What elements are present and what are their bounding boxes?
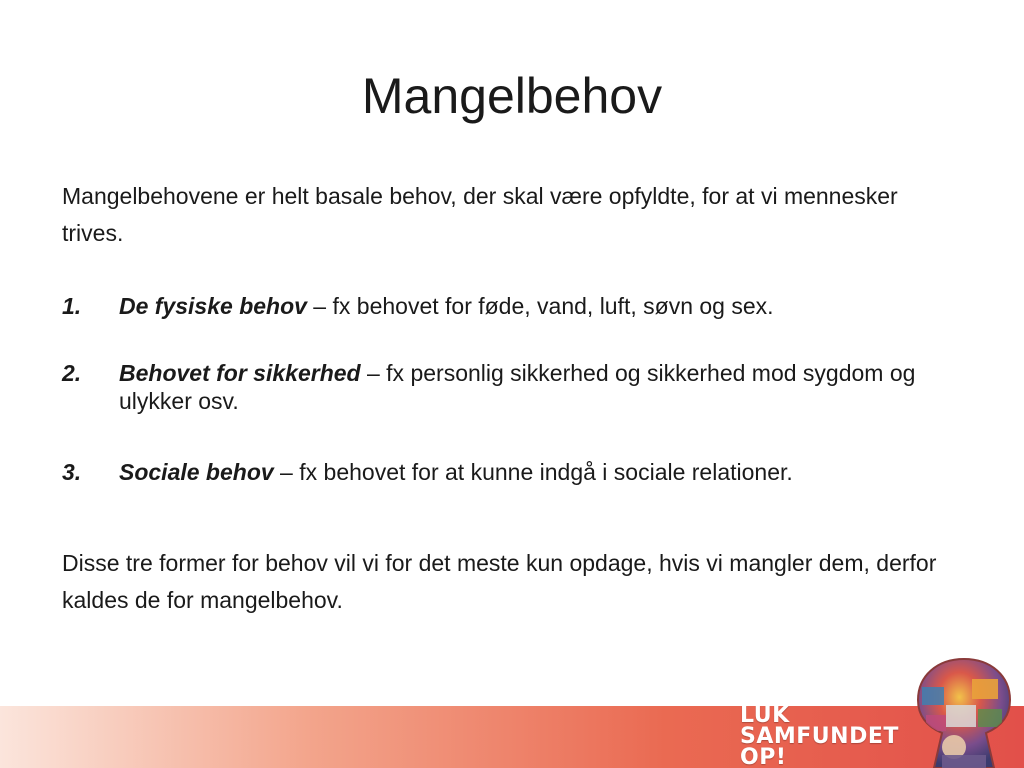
list-description: – fx personlig sikkerhed og sikkerhed mod sygdom og ulykker osv.	[119, 360, 916, 414]
list-item	[62, 359, 962, 415]
logo-line: LUK	[740, 703, 790, 728]
luk-samfundet-op-logo	[738, 657, 1024, 768]
needs-list	[62, 292, 962, 486]
logo-line: SAMFUNDET	[740, 724, 899, 749]
list-item	[62, 458, 962, 486]
list-number: 2.	[62, 360, 82, 386]
keyhole-collage-icon	[914, 657, 1014, 768]
list-number: 3.	[62, 459, 82, 485]
logo-line: OP!	[740, 745, 787, 768]
list-term: Behovet for sikkerhed	[119, 360, 361, 386]
list-description: – fx behovet for at kunne indgå i sociale relationer.	[273, 459, 793, 485]
slide-title: Mangelbehov	[361, 68, 663, 124]
list-number: 1.	[62, 293, 82, 319]
list-term: Sociale behov	[119, 459, 274, 485]
list-item	[62, 292, 962, 320]
intro-paragraph: Mangelbehovene er helt basale behov, der skal være opfyldte, for at vi mennesker trives.	[62, 183, 898, 246]
outro-paragraph: Disse tre former for behov vil vi for det meste kun opdage, hvis vi mangler dem, derfor kaldes de for mangelbehov.	[62, 550, 937, 613]
list-description: – fx behovet for føde, vand, luft, søvn og sex.	[306, 293, 774, 319]
logo-text	[740, 705, 899, 768]
list-term: De fysiske behov	[119, 293, 307, 319]
